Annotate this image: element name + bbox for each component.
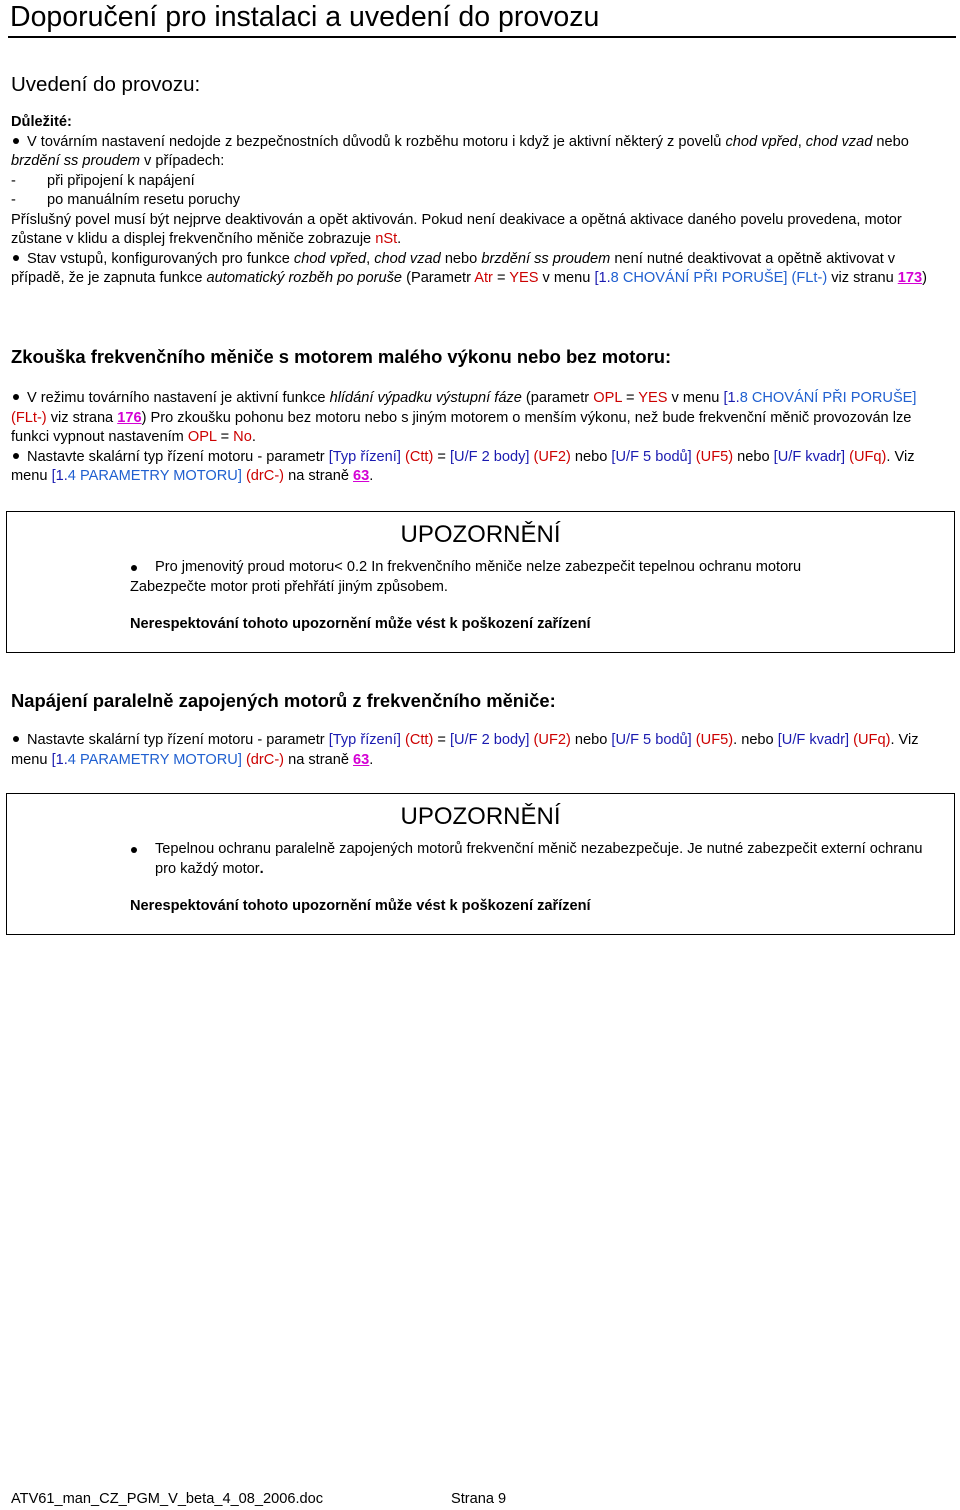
warning-heading: UPOZORNĚNÍ <box>400 803 561 830</box>
footer-filename: ATV61_man_CZ_PGM_V_beta_4_08_2006.doc <box>11 1491 324 1507</box>
bullet-icon <box>131 565 137 571</box>
parallel-bullet: Nastavte skalární typ řízení motoru - parametr [Typ řízení] (Ctt) = [U/F 2 body] (UF2) nebo [U/F 5 bodů] (UF5). nebo [U/F kvadr] (UFq). Viz menu [1.4 PARAMETRY MOTORU] (drC-) na straně 63. <box>11 732 919 768</box>
warning-item: Tepelnou ochranu paralelně zapojených motorů frekvenční měnič nezabezpečuje. Je nutné zabezpečit externí ochranu pro každý motor. <box>7 840 954 879</box>
commissioning-paragraph-2: Příslušný povel musí být nejprve deaktivován a opět aktivován. Pokud není deakivace a opětná aktivace daného povelu provedena, motor zůstane v klidu a displej frekvenčního měniče zobrazuje nSt. <box>11 211 902 247</box>
warning-box-2 <box>6 793 955 935</box>
page-link-63[interactable]: 63 <box>353 468 370 484</box>
bullet-icon <box>131 847 137 853</box>
warning-item: Pro jmenovitý proud motoru< 0.2 In frekvenčního měniče nelze zabezpečit tepelnou ochranu motoru <box>7 558 954 578</box>
commissioning-paragraph-1: V továrním nastavení nedojde z bezpečnostních důvodů k rozběhu motoru i když je aktivní některý z povelů chod vpřed, chod vzad nebo brzdění ss proudem v případech: <box>11 133 909 169</box>
commissioning-heading: Uvedení do provozu: <box>11 73 201 96</box>
dash-item-power: - při připojení k napájení <box>11 172 195 189</box>
warning-footer: Nerespektování tohoto upozornění může vést k poškození zařízení <box>130 898 591 914</box>
commissioning-section <box>11 72 949 289</box>
page-link-176[interactable]: 176 <box>117 409 142 426</box>
page-link-173[interactable]: 173 <box>897 270 923 286</box>
bullet-icon <box>13 453 19 459</box>
page-footer <box>11 1490 507 1510</box>
warning-note: Zabezpečte motor proti přehřátí jiným způsobem. <box>130 578 448 595</box>
test-section <box>11 345 949 487</box>
test-heading: Zkouška frekvenčního měniče s motorem malého výkonu nebo bez motoru: <box>11 346 672 367</box>
page-link-63[interactable]: 63 <box>353 751 370 768</box>
warning-box-1 <box>6 511 955 653</box>
title-rule <box>8 36 956 38</box>
page-title: Doporučení pro instalaci a uvedení do provozu <box>10 1 600 33</box>
bullet-icon <box>13 736 19 742</box>
important-label: Důležité: <box>11 114 72 130</box>
warning-footer: Nerespektování tohoto upozornění může vést k poškození zařízení <box>130 616 591 632</box>
bullet-icon <box>13 138 19 144</box>
test-bullet-2: Nastavte skalární typ řízení motoru - parametr [Typ řízení] (Ctt) = [U/F 2 body] (UF2) nebo [U/F 5 bodů] (UF5) nebo [U/F kvadr] (UFq). Viz menu [1.4 PARAMETRY MOTORU] (drC-) na straně 63. <box>11 448 915 484</box>
bullet-icon <box>13 394 19 400</box>
page-header <box>0 0 960 40</box>
warning-heading: UPOZORNĚNÍ <box>400 521 561 548</box>
dash-item-reset: - po manuálním resetu poruchy <box>11 192 241 208</box>
commissioning-paragraph-3: Stav vstupů, konfigurovaných pro funkce chod vpřed, chod vzad nebo brzdění ss proudem není nutné deaktivovat a opětně aktivovat v případě, že je zapnuta funkce automatický rozběh po poruše (Parametr Atr = YES v menu [1.8 CHOVÁNÍ PŘI PORUŠE] (FLt-) viz stranu 173) <box>11 250 927 286</box>
parallel-section <box>11 689 949 770</box>
test-bullet-1: V režimu továrního nastavení je aktivní funkce hlídání výpadku výstupní fáze (parametr OPL = YES v menu [1.8 CHOVÁNÍ PŘI PORUŠE] (FLt-) viz strana 176) Pro zkoušku pohonu bez motoru nebo s jiným motorem o menším výkonu, než bude frekvenční měnič provozován lze funkci vypnout nastavením OPL = No. <box>11 390 917 445</box>
bullet-icon <box>13 255 19 261</box>
footer-page-number: Strana 9 <box>451 1491 507 1507</box>
parallel-heading: Napájení paralelně zapojených motorů z frekvenčního měniče: <box>11 690 556 711</box>
